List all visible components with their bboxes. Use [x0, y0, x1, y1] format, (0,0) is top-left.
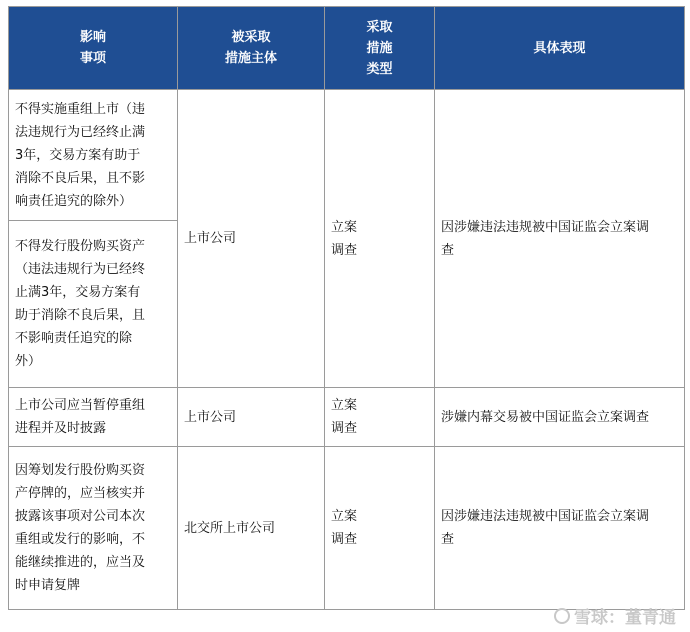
- detail-cell: 因涉嫌违法违规被中国证监会立案调 查: [435, 90, 685, 388]
- measure-type-cell: 立案 调查: [325, 447, 435, 610]
- subject-cell: 上市公司: [178, 90, 325, 388]
- header-matter: 影响 事项: [9, 7, 178, 90]
- header-subject: 被采取 措施主体: [178, 7, 325, 90]
- header-detail: 具体表现: [435, 7, 685, 90]
- watermark-text: 雪球：董青通: [574, 608, 676, 628]
- header-row: [9, 7, 685, 90]
- matter-cell: 不得实施重组上市（违 法违规行为已经终止满 3年，交易方案有助于 消除不良后果，且不影 响责任追究的除外）: [9, 90, 178, 221]
- detail-cell: 涉嫌内幕交易被中国证监会立案调查: [435, 388, 685, 447]
- subject-cell: 北交所上市公司: [178, 447, 325, 610]
- detail-cell: 因涉嫌违法违规被中国证监会立案调 查: [435, 447, 685, 610]
- matter-cell: 上市公司应当暂停重组 进程并及时披露: [9, 388, 178, 447]
- matter-cell: 不得发行股份购买资产 （违法违规行为已经终 止满3年，交易方案有 助于消除不良后果，且 不影响责任追究的除 外）: [9, 221, 178, 388]
- snowball-logo-icon: [554, 608, 570, 624]
- measures-table: [8, 6, 685, 610]
- table-row: [9, 447, 685, 610]
- watermark: [554, 603, 676, 628]
- matter-cell: 因筹划发行股份购买资 产停牌的，应当核实并 披露该事项对公司本次 重组或发行的影响，不 能继续推进的，应当及 时申请复牌: [9, 447, 178, 610]
- subject-cell: 上市公司: [178, 388, 325, 447]
- measure-type-cell: 立案 调查: [325, 90, 435, 388]
- table-row: [9, 90, 685, 221]
- measure-type-cell: 立案 调查: [325, 388, 435, 447]
- table-row: [9, 388, 685, 447]
- header-measure-type: 采取 措施 类型: [325, 7, 435, 90]
